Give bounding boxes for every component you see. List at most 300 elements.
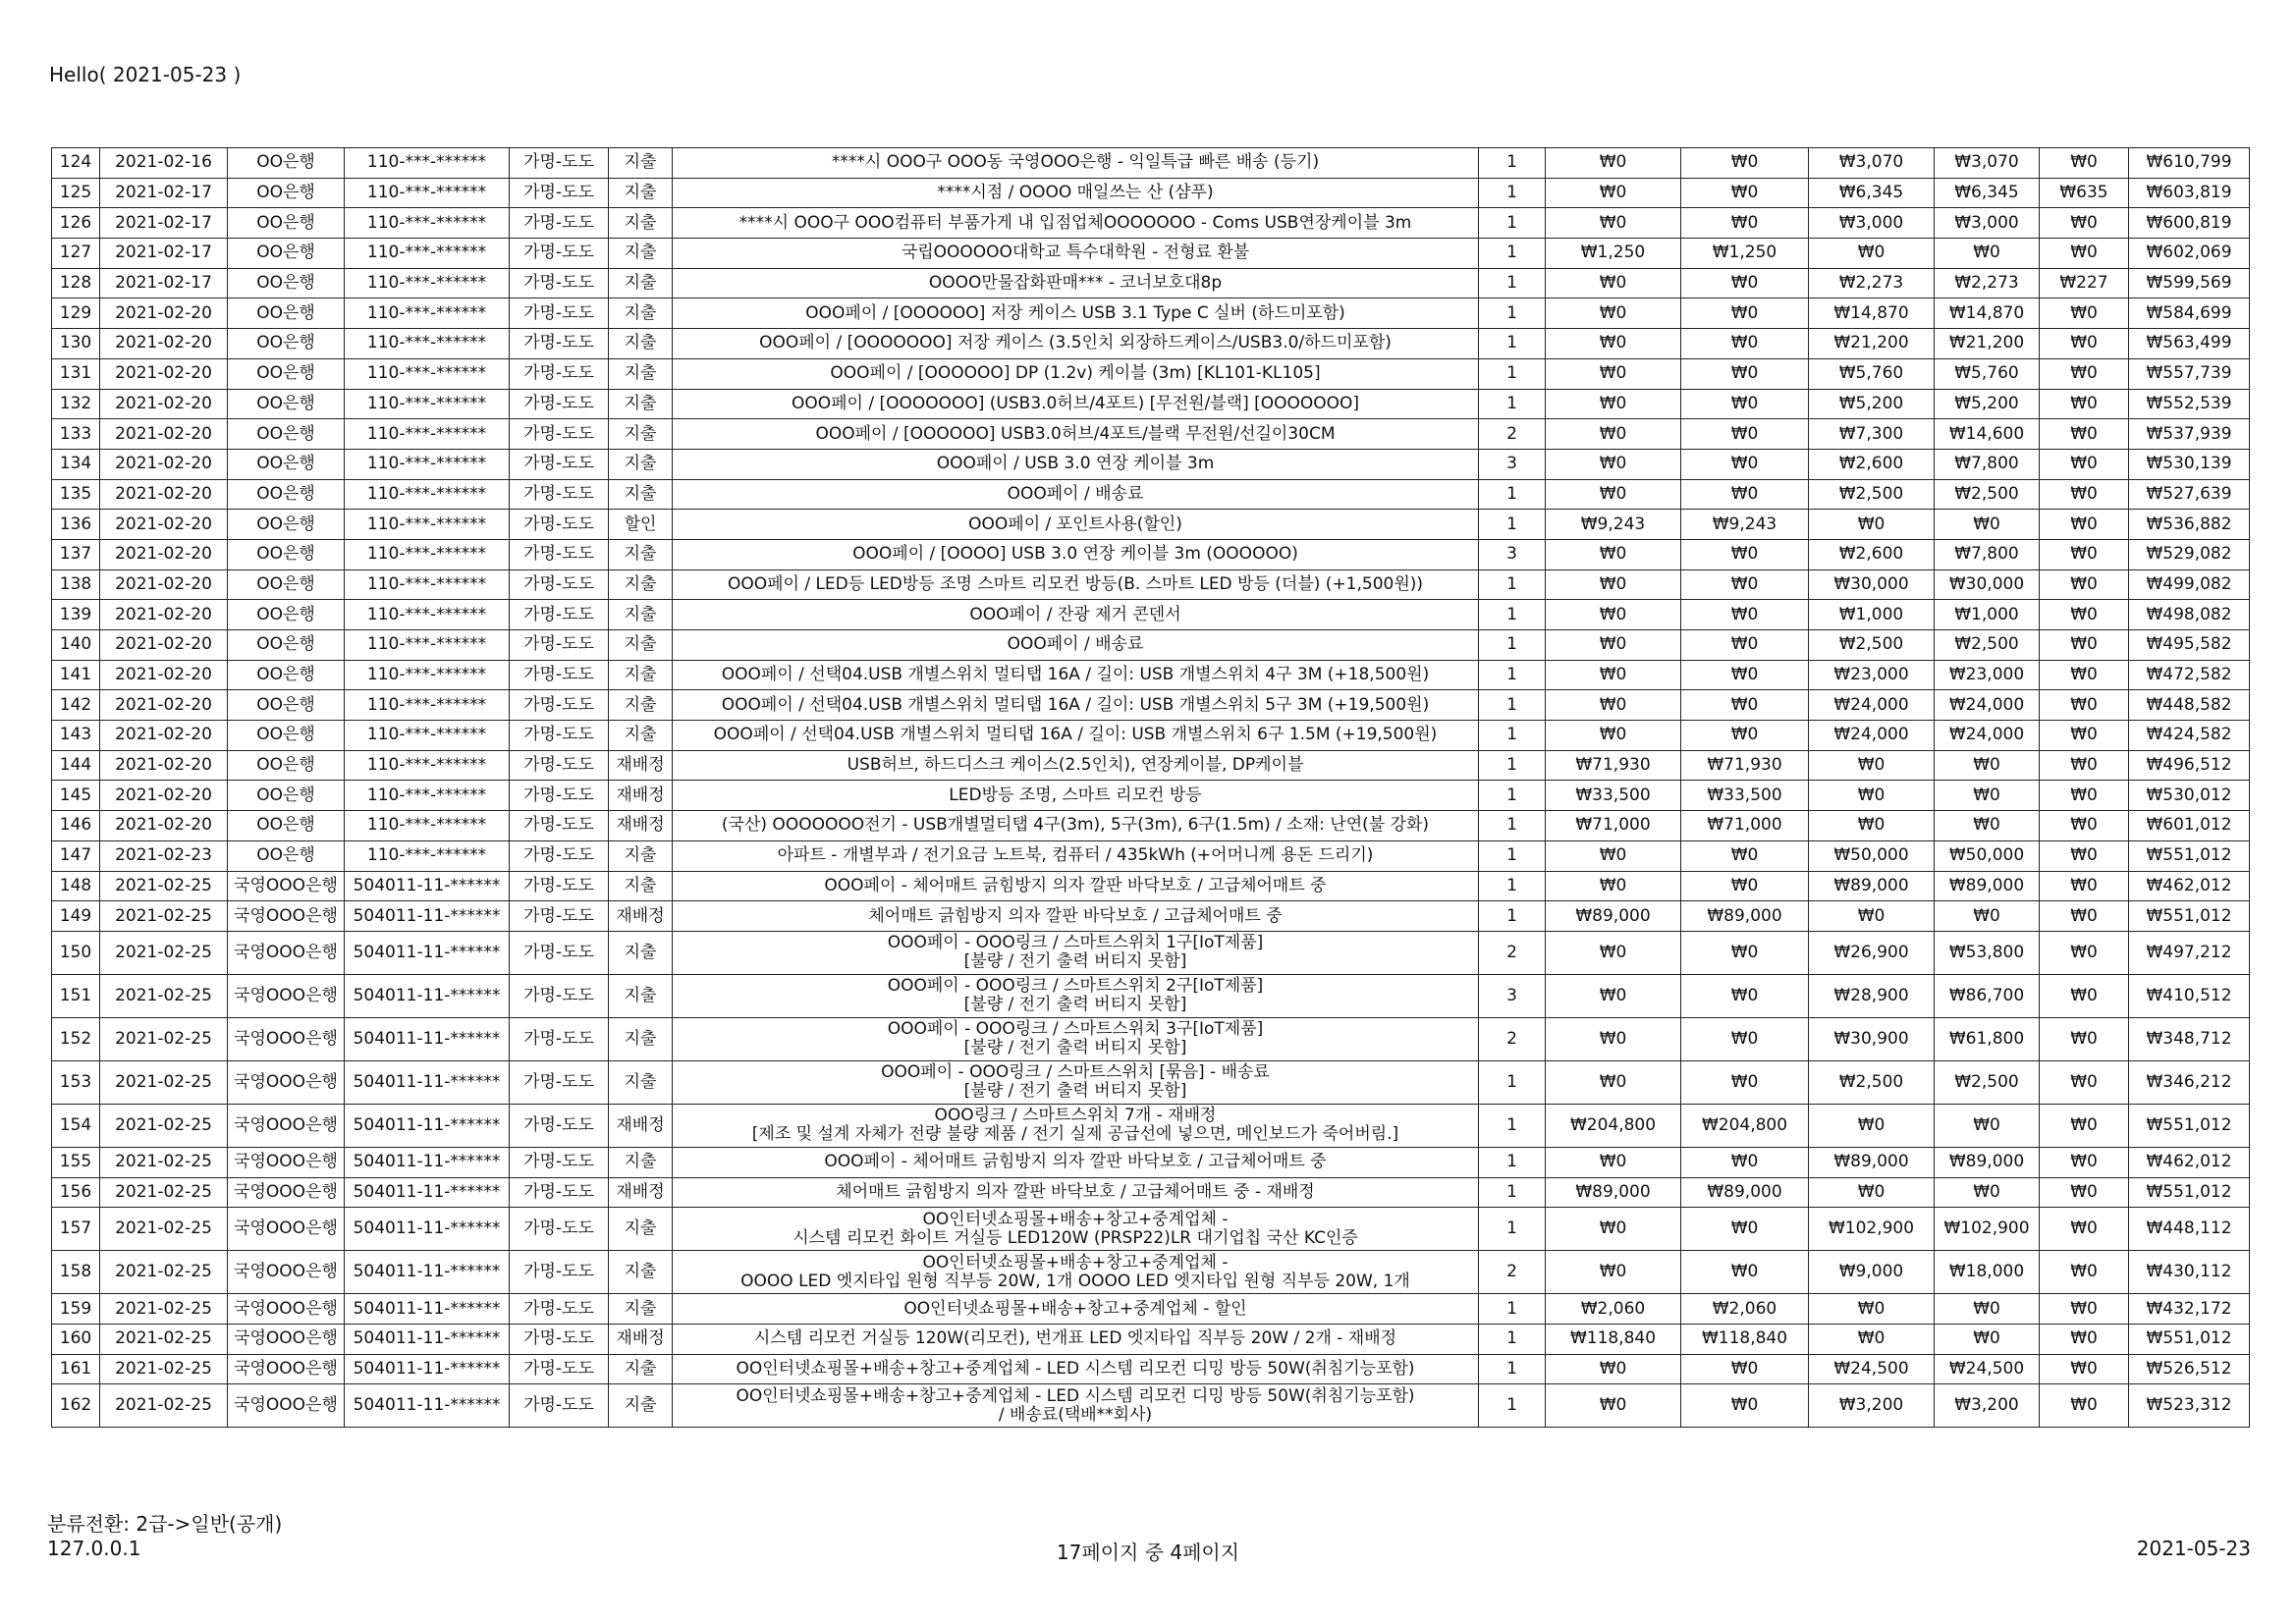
amount-4-cell: ₩0 <box>1935 239 2040 269</box>
date-cell: 2021-02-17 <box>100 178 228 208</box>
quantity-cell: 1 <box>1479 1060 1546 1104</box>
table-row <box>52 1177 2250 1208</box>
row-number: 154 <box>52 1104 100 1147</box>
description-line-1: OO인터넷쇼핑몰+배송+창고+중계업체 - <box>922 1209 1229 1229</box>
amount-1-cell: ₩2,060 <box>1546 1294 1681 1325</box>
amount-1-cell: ₩0 <box>1546 208 1681 239</box>
bank-cell: OO은행 <box>228 239 345 269</box>
amount-4-cell: ₩86,700 <box>1935 974 2040 1017</box>
account-cell: 504011-11-****** <box>345 1251 510 1294</box>
bank-cell: 국영OOO은행 <box>228 901 345 932</box>
amount-3-cell: ₩3,000 <box>1809 208 1935 239</box>
amount-5-cell: ₩0 <box>2040 329 2129 359</box>
row-number: 133 <box>52 419 100 450</box>
account-cell: 110-***-****** <box>345 510 510 540</box>
balance-cell: ₩498,082 <box>2129 600 2250 630</box>
description-cell: OOO페이 / [OOOOOO] 저장 케이스 USB 3.1 Type C 실버 (하드미포함) <box>673 298 1479 329</box>
quantity-cell: 1 <box>1479 268 1546 298</box>
bank-cell: OO은행 <box>228 449 345 479</box>
amount-2-cell: ₩118,840 <box>1681 1324 1809 1354</box>
ledger-table <box>51 147 2250 1428</box>
amount-1-cell: ₩0 <box>1546 358 1681 389</box>
quantity-cell: 1 <box>1479 208 1546 239</box>
row-number: 132 <box>52 389 100 419</box>
amount-4-cell: ₩6,345 <box>1935 178 2040 208</box>
balance-cell: ₩563,499 <box>2129 329 2250 359</box>
owner-cell: 가명-도도 <box>510 750 609 781</box>
bank-cell: OO은행 <box>228 208 345 239</box>
amount-4-cell: ₩21,200 <box>1935 329 2040 359</box>
type-cell: 지출 <box>609 569 673 600</box>
amount-1-cell: ₩1,250 <box>1546 239 1681 269</box>
table-row <box>52 358 2250 389</box>
table-row <box>52 901 2250 932</box>
quantity-cell: 1 <box>1479 510 1546 540</box>
account-cell: 504011-11-****** <box>345 1147 510 1177</box>
owner-cell: 가명-도도 <box>510 329 609 359</box>
type-cell: 할인 <box>609 510 673 540</box>
balance-cell: ₩499,082 <box>2129 569 2250 600</box>
owner-cell: 가명-도도 <box>510 1294 609 1325</box>
owner-cell: 가명-도도 <box>510 569 609 600</box>
description-cell: ****시점 / OOOO 매일쓰는 산 (샴푸) <box>673 178 1479 208</box>
balance-cell: ₩602,069 <box>2129 239 2250 269</box>
amount-2-cell: ₩0 <box>1681 539 1809 569</box>
row-number: 130 <box>52 329 100 359</box>
amount-3-cell: ₩3,070 <box>1809 148 1935 179</box>
quantity-cell: 3 <box>1479 974 1546 1017</box>
amount-3-cell: ₩0 <box>1809 1177 1935 1208</box>
description-cell: OOO페이 / 잔광 제거 콘덴서 <box>673 600 1479 630</box>
amount-5-cell: ₩0 <box>2040 630 2129 661</box>
amount-5-cell: ₩0 <box>2040 1384 2129 1428</box>
amount-4-cell: ₩2,500 <box>1935 479 2040 510</box>
table-row <box>52 1251 2250 1294</box>
table-row <box>52 148 2250 179</box>
amount-3-cell: ₩0 <box>1809 781 1935 811</box>
date-cell: 2021-02-23 <box>100 840 228 871</box>
description-line-1: OOO페이 - OOO링크 / 스마트스위치 1구[IoT제품] <box>887 933 1264 953</box>
amount-1-cell: ₩9,243 <box>1546 510 1681 540</box>
amount-2-cell: ₩89,000 <box>1681 901 1809 932</box>
row-number: 129 <box>52 298 100 329</box>
bank-cell: OO은행 <box>228 840 345 871</box>
owner-cell: 가명-도도 <box>510 690 609 721</box>
description-cell: OOO페이 / 선택04.USB 개별스위치 멀티탭 16A / 길이: USB 개별스위치 4구 3M (+18,500원) <box>673 660 1479 690</box>
account-cell: 110-***-****** <box>345 840 510 871</box>
account-cell: 504011-11-****** <box>345 1208 510 1251</box>
date-cell: 2021-02-17 <box>100 208 228 239</box>
amount-3-cell: ₩0 <box>1809 1294 1935 1325</box>
amount-1-cell: ₩0 <box>1546 1384 1681 1428</box>
amount-4-cell: ₩7,800 <box>1935 539 2040 569</box>
table-row <box>52 298 2250 329</box>
description-cell: USB허브, 하드디스크 케이스(2.5인치), 연장케이블, DP케이블 <box>673 750 1479 781</box>
type-cell: 재배정 <box>609 750 673 781</box>
date-cell: 2021-02-25 <box>100 901 228 932</box>
quantity-cell: 1 <box>1479 1354 1546 1384</box>
amount-4-cell: ₩7,800 <box>1935 449 2040 479</box>
row-number: 149 <box>52 901 100 932</box>
balance-cell: ₩610,799 <box>2129 148 2250 179</box>
account-cell: 110-***-****** <box>345 178 510 208</box>
amount-5-cell: ₩0 <box>2040 148 2129 179</box>
owner-cell: 가명-도도 <box>510 1251 609 1294</box>
date-cell: 2021-02-25 <box>100 1354 228 1384</box>
account-cell: 110-***-****** <box>345 750 510 781</box>
row-number: 151 <box>52 974 100 1017</box>
description-cell <box>673 1060 1479 1104</box>
amount-1-cell: ₩204,800 <box>1546 1104 1681 1147</box>
type-cell: 지출 <box>609 690 673 721</box>
row-number: 139 <box>52 600 100 630</box>
owner-cell: 가명-도도 <box>510 1104 609 1147</box>
amount-1-cell: ₩0 <box>1546 479 1681 510</box>
amount-3-cell: ₩2,500 <box>1809 479 1935 510</box>
description-cell <box>673 1384 1479 1428</box>
quantity-cell: 3 <box>1479 449 1546 479</box>
type-cell: 지출 <box>609 239 673 269</box>
amount-1-cell: ₩0 <box>1546 1354 1681 1384</box>
amount-2-cell: ₩2,060 <box>1681 1294 1809 1325</box>
type-cell: 지출 <box>609 148 673 179</box>
amount-4-cell: ₩2,500 <box>1935 630 2040 661</box>
bank-cell: 국영OOO은행 <box>228 1104 345 1147</box>
amount-2-cell: ₩204,800 <box>1681 1104 1809 1147</box>
account-cell: 110-***-****** <box>345 298 510 329</box>
amount-3-cell: ₩102,900 <box>1809 1208 1935 1251</box>
description-cell: OOO페이 - 체어매트 긁힘방지 의자 깔판 바닥보호 / 고급체어매트 중 <box>673 1147 1479 1177</box>
amount-3-cell: ₩5,200 <box>1809 389 1935 419</box>
amount-5-cell: ₩0 <box>2040 901 2129 932</box>
balance-cell: ₩410,512 <box>2129 974 2250 1017</box>
amount-1-cell: ₩0 <box>1546 840 1681 871</box>
quantity-cell: 1 <box>1479 690 1546 721</box>
table-row <box>52 569 2250 600</box>
bank-cell: OO은행 <box>228 510 345 540</box>
description-cell: OOO페이 / 선택04.USB 개별스위치 멀티탭 16A / 길이: USB 개별스위치 6구 1.5M (+19,500원) <box>673 721 1479 751</box>
type-cell: 지출 <box>609 479 673 510</box>
amount-1-cell: ₩0 <box>1546 449 1681 479</box>
page-header: Hello( 2021-05-23 ) <box>49 63 242 86</box>
amount-5-cell: ₩0 <box>2040 974 2129 1017</box>
amount-4-cell: ₩89,000 <box>1935 1147 2040 1177</box>
type-cell: 지출 <box>609 358 673 389</box>
description-line-1: OOO페이 - OOO링크 / 스마트스위치 2구[IoT제품] <box>887 976 1264 997</box>
amount-3-cell: ₩0 <box>1809 510 1935 540</box>
date-cell: 2021-02-25 <box>100 1251 228 1294</box>
amount-2-cell: ₩1,250 <box>1681 239 1809 269</box>
table-row <box>52 781 2250 811</box>
account-cell: 110-***-****** <box>345 690 510 721</box>
amount-5-cell: ₩0 <box>2040 1104 2129 1147</box>
account-cell: 504011-11-****** <box>345 901 510 932</box>
amount-4-cell: ₩50,000 <box>1935 840 2040 871</box>
account-cell: 504011-11-****** <box>345 1017 510 1060</box>
balance-cell: ₩424,582 <box>2129 721 2250 751</box>
amount-4-cell: ₩3,200 <box>1935 1384 2040 1428</box>
balance-cell: ₩536,882 <box>2129 510 2250 540</box>
description-cell: OOO페이 / USB 3.0 연장 케이블 3m <box>673 449 1479 479</box>
row-number: 126 <box>52 208 100 239</box>
amount-1-cell: ₩71,000 <box>1546 811 1681 841</box>
quantity-cell: 1 <box>1479 389 1546 419</box>
amount-5-cell: ₩0 <box>2040 1251 2129 1294</box>
amount-1-cell: ₩33,500 <box>1546 781 1681 811</box>
row-number: 157 <box>52 1208 100 1251</box>
owner-cell: 가명-도도 <box>510 479 609 510</box>
amount-3-cell: ₩0 <box>1809 1324 1935 1354</box>
amount-1-cell: ₩0 <box>1546 389 1681 419</box>
date-cell: 2021-02-20 <box>100 750 228 781</box>
description-cell: OOO페이 / LED등 LED방등 조명 스마트 리모컨 방등(B. 스마트 LED 방등 (더블) (+1,500원)) <box>673 569 1479 600</box>
amount-3-cell: ₩30,000 <box>1809 569 1935 600</box>
classification-label: 분류전환: 2급->일반(공개) <box>47 1512 283 1536</box>
type-cell: 지출 <box>609 931 673 974</box>
amount-1-cell: ₩89,000 <box>1546 901 1681 932</box>
date-cell: 2021-02-25 <box>100 1177 228 1208</box>
balance-cell: ₩551,012 <box>2129 901 2250 932</box>
amount-2-cell: ₩0 <box>1681 389 1809 419</box>
amount-5-cell: ₩0 <box>2040 1177 2129 1208</box>
amount-3-cell: ₩24,000 <box>1809 721 1935 751</box>
amount-5-cell: ₩0 <box>2040 721 2129 751</box>
amount-3-cell: ₩89,000 <box>1809 1147 1935 1177</box>
description-cell: 아파트 - 개별부과 / 전기요금 노트북, 컴퓨터 / 435kWh (+어머니께 용돈 드리기) <box>673 840 1479 871</box>
row-number: 160 <box>52 1324 100 1354</box>
bank-cell: 국영OOO은행 <box>228 1177 345 1208</box>
amount-3-cell: ₩0 <box>1809 1104 1935 1147</box>
description-line-2: [제조 및 설계 자체가 전량 불량 제품 / 전기 실제 공급선에 넣으면, 메인보드가 죽어버림.] <box>751 1124 1399 1145</box>
amount-1-cell: ₩0 <box>1546 690 1681 721</box>
quantity-cell: 1 <box>1479 239 1546 269</box>
amount-5-cell: ₩0 <box>2040 539 2129 569</box>
owner-cell: 가명-도도 <box>510 539 609 569</box>
row-number: 145 <box>52 781 100 811</box>
amount-5-cell: ₩0 <box>2040 298 2129 329</box>
amount-4-cell: ₩0 <box>1935 1177 2040 1208</box>
amount-3-cell: ₩0 <box>1809 750 1935 781</box>
amount-4-cell: ₩5,760 <box>1935 358 2040 389</box>
type-cell: 지출 <box>609 178 673 208</box>
amount-4-cell: ₩0 <box>1935 901 2040 932</box>
date-cell: 2021-02-25 <box>100 1208 228 1251</box>
amount-4-cell: ₩61,800 <box>1935 1017 2040 1060</box>
date-cell: 2021-02-20 <box>100 449 228 479</box>
table-row <box>52 1060 2250 1104</box>
table-row <box>52 1017 2250 1060</box>
bank-cell: OO은행 <box>228 781 345 811</box>
amount-5-cell: ₩0 <box>2040 239 2129 269</box>
amount-3-cell: ₩2,500 <box>1809 630 1935 661</box>
amount-5-cell: ₩0 <box>2040 1294 2129 1325</box>
row-number: 127 <box>52 239 100 269</box>
type-cell: 지출 <box>609 298 673 329</box>
amount-5-cell: ₩0 <box>2040 840 2129 871</box>
quantity-cell: 2 <box>1479 1017 1546 1060</box>
type-cell: 지출 <box>609 389 673 419</box>
amount-5-cell: ₩0 <box>2040 690 2129 721</box>
date-cell: 2021-02-25 <box>100 871 228 901</box>
row-number: 141 <box>52 660 100 690</box>
amount-2-cell: ₩0 <box>1681 721 1809 751</box>
account-cell: 110-***-****** <box>345 268 510 298</box>
quantity-cell: 1 <box>1479 721 1546 751</box>
amount-4-cell: ₩1,000 <box>1935 600 2040 630</box>
type-cell: 지출 <box>609 539 673 569</box>
owner-cell: 가명-도도 <box>510 1354 609 1384</box>
amount-3-cell: ₩2,500 <box>1809 1060 1935 1104</box>
bank-cell: 국영OOO은행 <box>228 1324 345 1354</box>
bank-cell: OO은행 <box>228 389 345 419</box>
table-row <box>52 1384 2250 1428</box>
table-row <box>52 974 2250 1017</box>
table-row <box>52 1324 2250 1354</box>
amount-5-cell: ₩0 <box>2040 389 2129 419</box>
balance-cell: ₩551,012 <box>2129 840 2250 871</box>
description-cell: OOO페이 / [OOOOOOO] 저장 케이스 (3.5인치 외장하드케이스/USB3.0/하드미포함) <box>673 329 1479 359</box>
amount-5-cell: ₩0 <box>2040 1017 2129 1060</box>
account-cell: 504011-11-****** <box>345 974 510 1017</box>
owner-cell: 가명-도도 <box>510 630 609 661</box>
balance-cell: ₩472,582 <box>2129 660 2250 690</box>
account-cell: 504011-11-****** <box>345 1104 510 1147</box>
table-row <box>52 811 2250 841</box>
amount-2-cell: ₩89,000 <box>1681 1177 1809 1208</box>
page-indicator: 17페이지 중 4페이지 <box>1056 1541 1240 1564</box>
amount-5-cell: ₩0 <box>2040 208 2129 239</box>
row-number: 155 <box>52 1147 100 1177</box>
amount-2-cell: ₩0 <box>1681 298 1809 329</box>
amount-5-cell: ₩0 <box>2040 419 2129 450</box>
amount-5-cell: ₩0 <box>2040 1060 2129 1104</box>
account-cell: 110-***-****** <box>345 208 510 239</box>
bank-cell: 국영OOO은행 <box>228 1354 345 1384</box>
owner-cell: 가명-도도 <box>510 389 609 419</box>
amount-1-cell: ₩0 <box>1546 931 1681 974</box>
description-line-2: 시스템 리모컨 화이트 거실등 LED120W (PRSP22)LR 대기업칩 국산 KC인증 <box>793 1227 1358 1248</box>
description-cell: 시스템 리모컨 거실등 120W(리모컨), 번개표 LED 엣지타입 직부등 20W / 2개 - 재배정 <box>673 1324 1479 1354</box>
amount-3-cell: ₩30,900 <box>1809 1017 1935 1060</box>
table-row <box>52 721 2250 751</box>
amount-2-cell: ₩71,000 <box>1681 811 1809 841</box>
type-cell: 지출 <box>609 1354 673 1384</box>
ip-address: 127.0.0.1 <box>47 1537 141 1560</box>
quantity-cell: 1 <box>1479 750 1546 781</box>
account-cell: 110-***-****** <box>345 811 510 841</box>
owner-cell: 가명-도도 <box>510 419 609 450</box>
row-number: 140 <box>52 630 100 661</box>
amount-4-cell: ₩5,200 <box>1935 389 2040 419</box>
type-cell: 지출 <box>609 840 673 871</box>
amount-1-cell: ₩0 <box>1546 419 1681 450</box>
account-cell: 110-***-****** <box>345 630 510 661</box>
amount-3-cell: ₩6,345 <box>1809 178 1935 208</box>
row-number: 146 <box>52 811 100 841</box>
table-row <box>52 871 2250 901</box>
amount-5-cell: ₩0 <box>2040 1354 2129 1384</box>
bank-cell: 국영OOO은행 <box>228 1060 345 1104</box>
amount-5-cell: ₩0 <box>2040 1208 2129 1251</box>
row-number: 142 <box>52 690 100 721</box>
amount-5-cell: ₩0 <box>2040 600 2129 630</box>
type-cell: 지출 <box>609 600 673 630</box>
row-number: 125 <box>52 178 100 208</box>
amount-1-cell: ₩0 <box>1546 974 1681 1017</box>
amount-2-cell: ₩0 <box>1681 479 1809 510</box>
account-cell: 110-***-****** <box>345 449 510 479</box>
date-cell: 2021-02-16 <box>100 148 228 179</box>
quantity-cell: 1 <box>1479 479 1546 510</box>
owner-cell: 가명-도도 <box>510 1177 609 1208</box>
quantity-cell: 1 <box>1479 178 1546 208</box>
type-cell: 지출 <box>609 419 673 450</box>
amount-3-cell: ₩89,000 <box>1809 871 1935 901</box>
table-row <box>52 600 2250 630</box>
amount-3-cell: ₩24,000 <box>1809 690 1935 721</box>
account-cell: 504011-11-****** <box>345 1384 510 1428</box>
account-cell: 504011-11-****** <box>345 1177 510 1208</box>
amount-3-cell: ₩9,000 <box>1809 1251 1935 1294</box>
date-cell: 2021-02-25 <box>100 931 228 974</box>
amount-4-cell: ₩14,600 <box>1935 419 2040 450</box>
table-row <box>52 840 2250 871</box>
amount-4-cell: ₩24,500 <box>1935 1354 2040 1384</box>
type-cell: 지출 <box>609 449 673 479</box>
amount-1-cell: ₩0 <box>1546 630 1681 661</box>
description-cell <box>673 1017 1479 1060</box>
balance-cell: ₩523,312 <box>2129 1384 2250 1428</box>
table-row <box>52 268 2250 298</box>
quantity-cell: 1 <box>1479 1177 1546 1208</box>
bank-cell: OO은행 <box>228 539 345 569</box>
type-cell: 재배정 <box>609 811 673 841</box>
quantity-cell: 1 <box>1479 1384 1546 1428</box>
balance-cell: ₩348,712 <box>2129 1017 2250 1060</box>
date-cell: 2021-02-25 <box>100 974 228 1017</box>
description-cell: LED방등 조명, 스마트 리모컨 방등 <box>673 781 1479 811</box>
type-cell: 지출 <box>609 208 673 239</box>
description-cell: 체어매트 긁힘방지 의자 깔판 바닥보호 / 고급체어매트 중 <box>673 901 1479 932</box>
type-cell: 재배정 <box>609 1104 673 1147</box>
table-row <box>52 539 2250 569</box>
type-cell: 재배정 <box>609 1324 673 1354</box>
description-line-1: OO인터넷쇼핑몰+배송+창고+중계업체 - LED 시스템 리모컨 디밍 방등 50W(취침기능포함) <box>736 1385 1415 1406</box>
owner-cell: 가명-도도 <box>510 781 609 811</box>
bank-cell: 국영OOO은행 <box>228 1251 345 1294</box>
bank-cell: OO은행 <box>228 329 345 359</box>
balance-cell: ₩552,539 <box>2129 389 2250 419</box>
bank-cell: 국영OOO은행 <box>228 871 345 901</box>
description-line-1: OOO링크 / 스마트스위치 7개 - 재배정 <box>934 1106 1217 1126</box>
owner-cell: 가명-도도 <box>510 298 609 329</box>
amount-1-cell: ₩0 <box>1546 329 1681 359</box>
owner-cell: 가명-도도 <box>510 1208 609 1251</box>
amount-3-cell: ₩0 <box>1809 811 1935 841</box>
balance-cell: ₩601,012 <box>2129 811 2250 841</box>
quantity-cell: 1 <box>1479 1208 1546 1251</box>
amount-1-cell: ₩0 <box>1546 539 1681 569</box>
footer-date: 2021-05-23 <box>2136 1537 2251 1560</box>
amount-4-cell: ₩3,000 <box>1935 208 2040 239</box>
description-line-2: [불량 / 전기 출력 버티지 못함] <box>963 1038 1187 1058</box>
type-cell: 지출 <box>609 871 673 901</box>
row-number: 124 <box>52 148 100 179</box>
account-cell: 110-***-****** <box>345 569 510 600</box>
balance-cell: ₩584,699 <box>2129 298 2250 329</box>
description-cell: 체어매트 긁힘방지 의자 깔판 바닥보호 / 고급체어매트 중 - 재배정 <box>673 1177 1479 1208</box>
amount-4-cell: ₩14,870 <box>1935 298 2040 329</box>
